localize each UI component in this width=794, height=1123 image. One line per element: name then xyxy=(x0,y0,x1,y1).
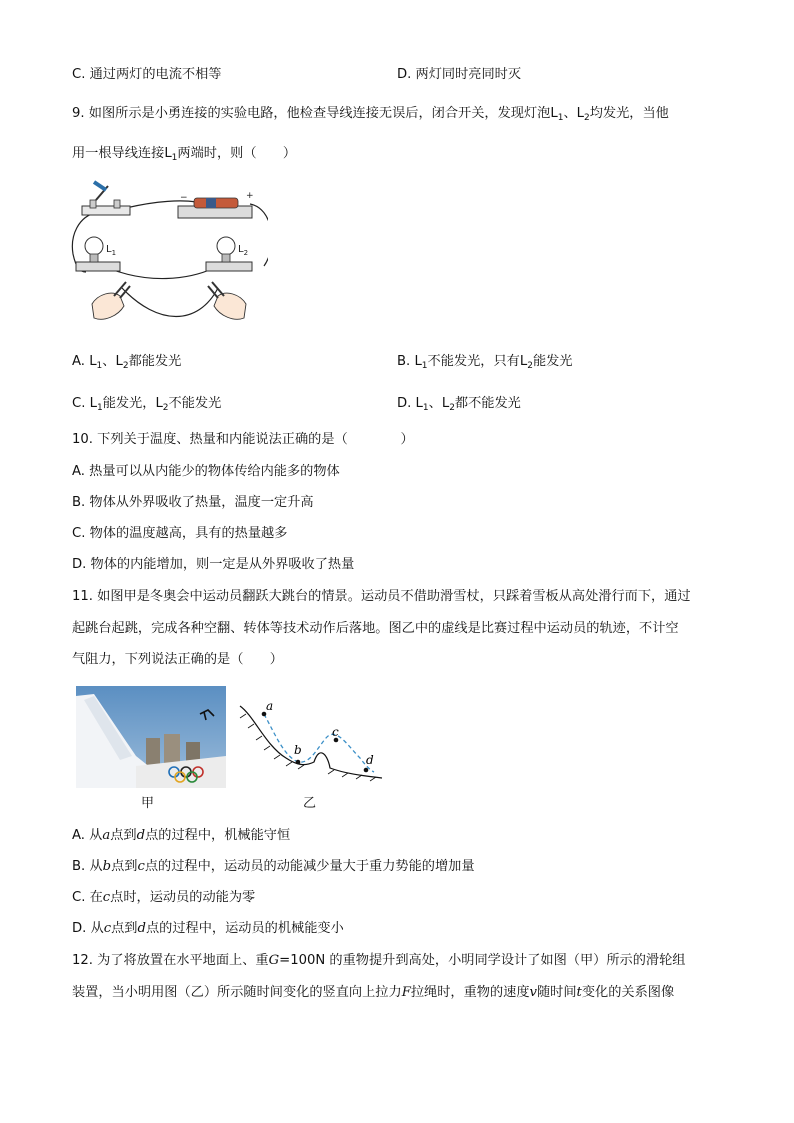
bulb-l2-icon xyxy=(206,237,252,271)
label-c: c xyxy=(332,725,339,739)
q10-option-b: B. 物体从外界吸收了热量，温度一定升高 xyxy=(72,495,314,510)
q11-option-d: D. 从c点到d点的过程中，运动员的机械能变小 xyxy=(72,921,344,936)
label-d: d xyxy=(366,753,374,767)
q11-stem-line2: 起跳台起跳，完成各种空翻、转体等技术动作后落地。图乙中的虚线是比赛过程中运动员的轨迹，不计空 xyxy=(72,621,679,636)
q11-stem-line1: 11. 如图甲是冬奥会中运动员翻跃大跳台的情景。运动员不借助滑雪杖，只踩着雪板从高处滑行而下，通过 xyxy=(72,589,691,604)
q11-option-c: C. 在c点时，运动员的动能为零 xyxy=(72,890,256,905)
q11-option-a: A. 从a点到d点的过程中，机械能守恒 xyxy=(72,828,291,843)
q10-option-a: A. 热量可以从内能少的物体传给内能多的物体 xyxy=(72,464,340,479)
label-b: b xyxy=(294,743,302,757)
q9-option-c: C. $L_1$能发光，$L_2$不能发光 xyxy=(72,396,222,413)
svg-text:L2: $L_2$ xyxy=(238,244,249,257)
hands-with-wire-icon xyxy=(92,282,246,319)
q9-option-d: D. $L_1$、$L_2$都不能发光 xyxy=(397,396,521,413)
q10-stem: 10. 下列关于温度、热量和内能说法正确的是（ ） xyxy=(72,432,414,447)
q11-stem-line3: 气阻力，下列说法正确的是（ ） xyxy=(72,652,283,667)
circuit-figure xyxy=(68,176,268,332)
q9-stem-line1: 9. 如图所示是小勇连接的实验电路，他检查导线连接无误后，闭合开关，发现灯泡$L_1$、$L_2$均发光，当他 xyxy=(72,106,669,123)
q11-option-b: B. 从b点到c点的过程中，运动员的动能减少量大于重力势能的增加量 xyxy=(72,859,475,874)
q12-stem-line2: 装置，当小明用图（乙）所示随时间变化的竖直向上拉力F拉绳时，重物的速度v随时间t变化的关系图像 xyxy=(72,985,675,1000)
point-d xyxy=(364,768,369,773)
caption-yi: 乙 xyxy=(303,796,317,811)
battery-icon xyxy=(178,191,254,218)
q8-option-d: D. 两灯同时亮同时灭 xyxy=(397,67,522,82)
bulb-l1-icon xyxy=(76,237,120,271)
trajectory-diagram xyxy=(236,696,386,792)
q9-option-b: B. $L_1$不能发光，只有$L_2$能发光 xyxy=(397,354,573,371)
q10-option-c: C. 物体的温度越高，具有的热量越多 xyxy=(72,526,288,541)
q12-stem-line1: 12. 为了将放置在水平地面上、重G=100N 的重物提升到高处，小明同学设计了如图（甲）所示的滑轮组 xyxy=(72,953,686,968)
switch-icon xyxy=(82,182,130,215)
label-a: a xyxy=(266,699,274,713)
q9-option-a: A. $L_1$、$L_2$都能发光 xyxy=(72,354,182,371)
q9-stem-line2: 用一根导线连接$L_1$两端时，则（ ） xyxy=(72,146,297,163)
q8-option-c: C. 通过两灯的电流不相等 xyxy=(72,67,222,82)
ski-jump-photo xyxy=(76,686,226,788)
svg-text:L1: $L_1$ xyxy=(106,244,117,257)
svg-text:−: − xyxy=(180,193,188,203)
svg-text:+: + xyxy=(246,191,254,201)
point-b xyxy=(296,760,301,765)
q10-option-d: D. 物体的内能增加，则一定是从外界吸收了热量 xyxy=(72,557,355,572)
caption-jia: 甲 xyxy=(141,796,155,811)
